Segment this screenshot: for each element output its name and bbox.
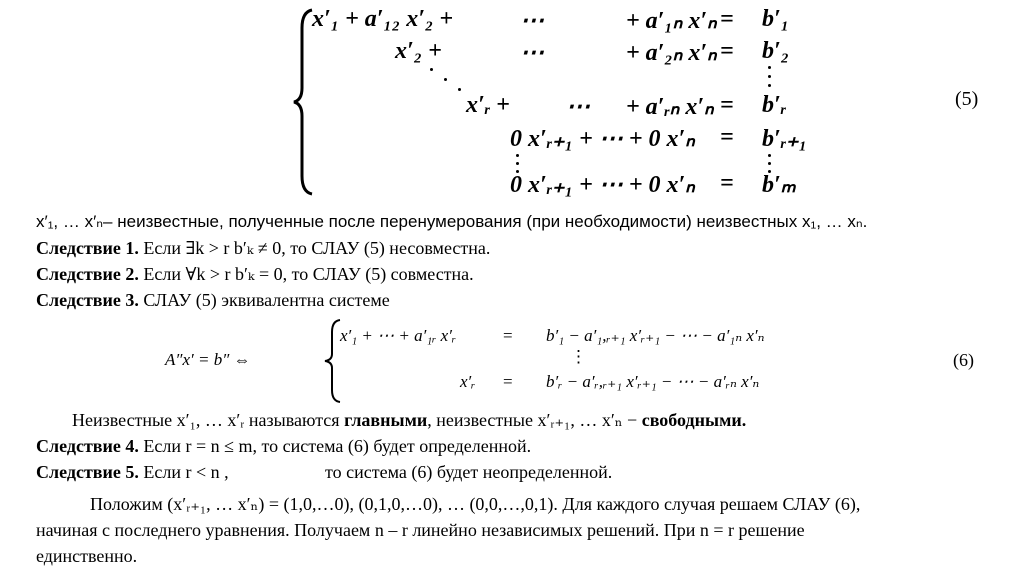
corollary-5-text-b: то система (6) будет неопределенной. <box>325 462 613 482</box>
corollary-4-label: Следствие 4. <box>36 436 139 456</box>
system5-row1-right: + a′₁ₙ x′ₙ <box>626 8 717 34</box>
corollary-3 <box>36 290 390 311</box>
corollary-4-text: Если r = n ≤ m, то система (6) будет определенной. <box>138 436 532 456</box>
corollary-5 <box>36 462 229 483</box>
corollary-5-label: Следствие 5. <box>36 462 139 482</box>
equation-number-6: (6) <box>953 350 974 370</box>
corollary-1-label: Следствие 1. <box>36 238 139 258</box>
final-paragraph-line-1: Положим (x′ᵣ₊₁, … x′ₙ) = (1,0,…0), (0,1,0,…0), … (0,0,…,0,1). Для каждого случая решаем СЛАУ (6), <box>90 494 861 514</box>
system5-row3-rhs: b′ᵣ <box>762 92 787 118</box>
corollary-1 <box>36 238 490 259</box>
system6-row3-eq: = <box>503 372 513 391</box>
system6-row3-left: x′ᵣ <box>460 372 476 391</box>
system5-row5-left: 0 x′ᵣ₊₁ + ⋯ + 0 x′ₙ <box>510 172 695 198</box>
final-paragraph-line-3: единственно. <box>36 546 138 566</box>
system6-lhs: A″x′ = b″ ⇔ <box>165 350 251 369</box>
main-word: главными <box>344 410 428 430</box>
system5-row2-right: + a′₂ₙ x′ₙ <box>626 40 717 66</box>
system5-row2-rhs: b′₂ <box>762 38 790 64</box>
system5-brace <box>290 8 316 196</box>
diagonal-dots <box>430 68 470 98</box>
corollary-1-text: Если ∃k > r b′ₖ ≠ 0, то СЛАУ (5) несовместна. <box>138 238 491 258</box>
corollary-4 <box>36 436 531 457</box>
corollary-2 <box>36 264 474 285</box>
system5-row4-eq: = <box>720 124 734 150</box>
rhs-vertical-dots <box>768 66 772 90</box>
system5-row3-left: x′ᵣ + <box>466 92 510 118</box>
system5-row5-eq: = <box>720 170 734 196</box>
system5-row3-eq: = <box>720 92 734 118</box>
system5-row2-left: x′₂ + <box>395 38 442 64</box>
corollary-3-text: СЛАУ (5) эквивалентна системе <box>138 290 390 310</box>
free-word: свободными. <box>641 410 747 430</box>
system6-row1-eq: = <box>503 326 513 345</box>
unknowns-middle: , неизвестные x′ᵣ₊₁, … x′ₙ − <box>427 410 642 430</box>
system5-row1-eq: = <box>720 6 734 32</box>
system5-row4-rhs: b′ᵣ₊₁ <box>762 126 808 152</box>
corollary-3-label: Следствие 3. <box>36 290 139 310</box>
system5-row1-mid: ⋯ <box>520 8 544 34</box>
system5-row3-mid: ⋯ <box>566 94 590 120</box>
corollary-2-text: Если ∀k > r b′ₖ = 0, то СЛАУ (5) совместна. <box>138 264 474 284</box>
system6-row3-rhs: b′ᵣ − a′ᵣ,ᵣ₊₁ x′ᵣ₊₁ − ⋯ − a′ᵣₙ x′ₙ <box>546 372 760 391</box>
system5-row1-left: x′₁ + a′₁₂ x′₂ + <box>312 6 454 32</box>
system6-row1-rhs: b′₁ − a′₁,ᵣ₊₁ x′ᵣ₊₁ − ⋯ − a′₁ₙ x′ₙ <box>546 326 765 345</box>
final-paragraph-line-2: начиная с последнего уравнения. Получаем n – r линейно независимых решений. При n = r решение <box>36 520 805 540</box>
equation-number-5: (5) <box>955 88 979 110</box>
system5-row4-left: 0 x′ᵣ₊₁ + ⋯ + 0 x′ₙ <box>510 126 695 152</box>
corollary-2-label: Следствие 2. <box>36 264 139 284</box>
system5-row5-rhs: b′ₘ <box>762 172 796 198</box>
system6-vdots: ⋮ <box>570 347 587 366</box>
system5-row3-right: + a′ᵣₙ x′ₙ <box>626 94 714 120</box>
unknowns-prefix: Неизвестные x′₁, … x′ᵣ называются <box>72 410 345 430</box>
system5-row2-mid: ⋯ <box>520 40 544 66</box>
system5-row2-eq: = <box>720 38 734 64</box>
system5-row1-rhs: b′₁ <box>762 6 790 32</box>
corollary-5-text-a: Если r < n , <box>138 462 229 482</box>
system6-row1-left: x′₁ + ⋯ + a′₁ᵣ x′ᵣ <box>340 326 457 345</box>
unknowns-line: x′₁, … x′ₙ– неизвестные, полученные после перенумерования (при необходимости) неизвестных x₁, … xₙ. <box>36 212 868 231</box>
unknowns-main-free <box>72 410 746 431</box>
